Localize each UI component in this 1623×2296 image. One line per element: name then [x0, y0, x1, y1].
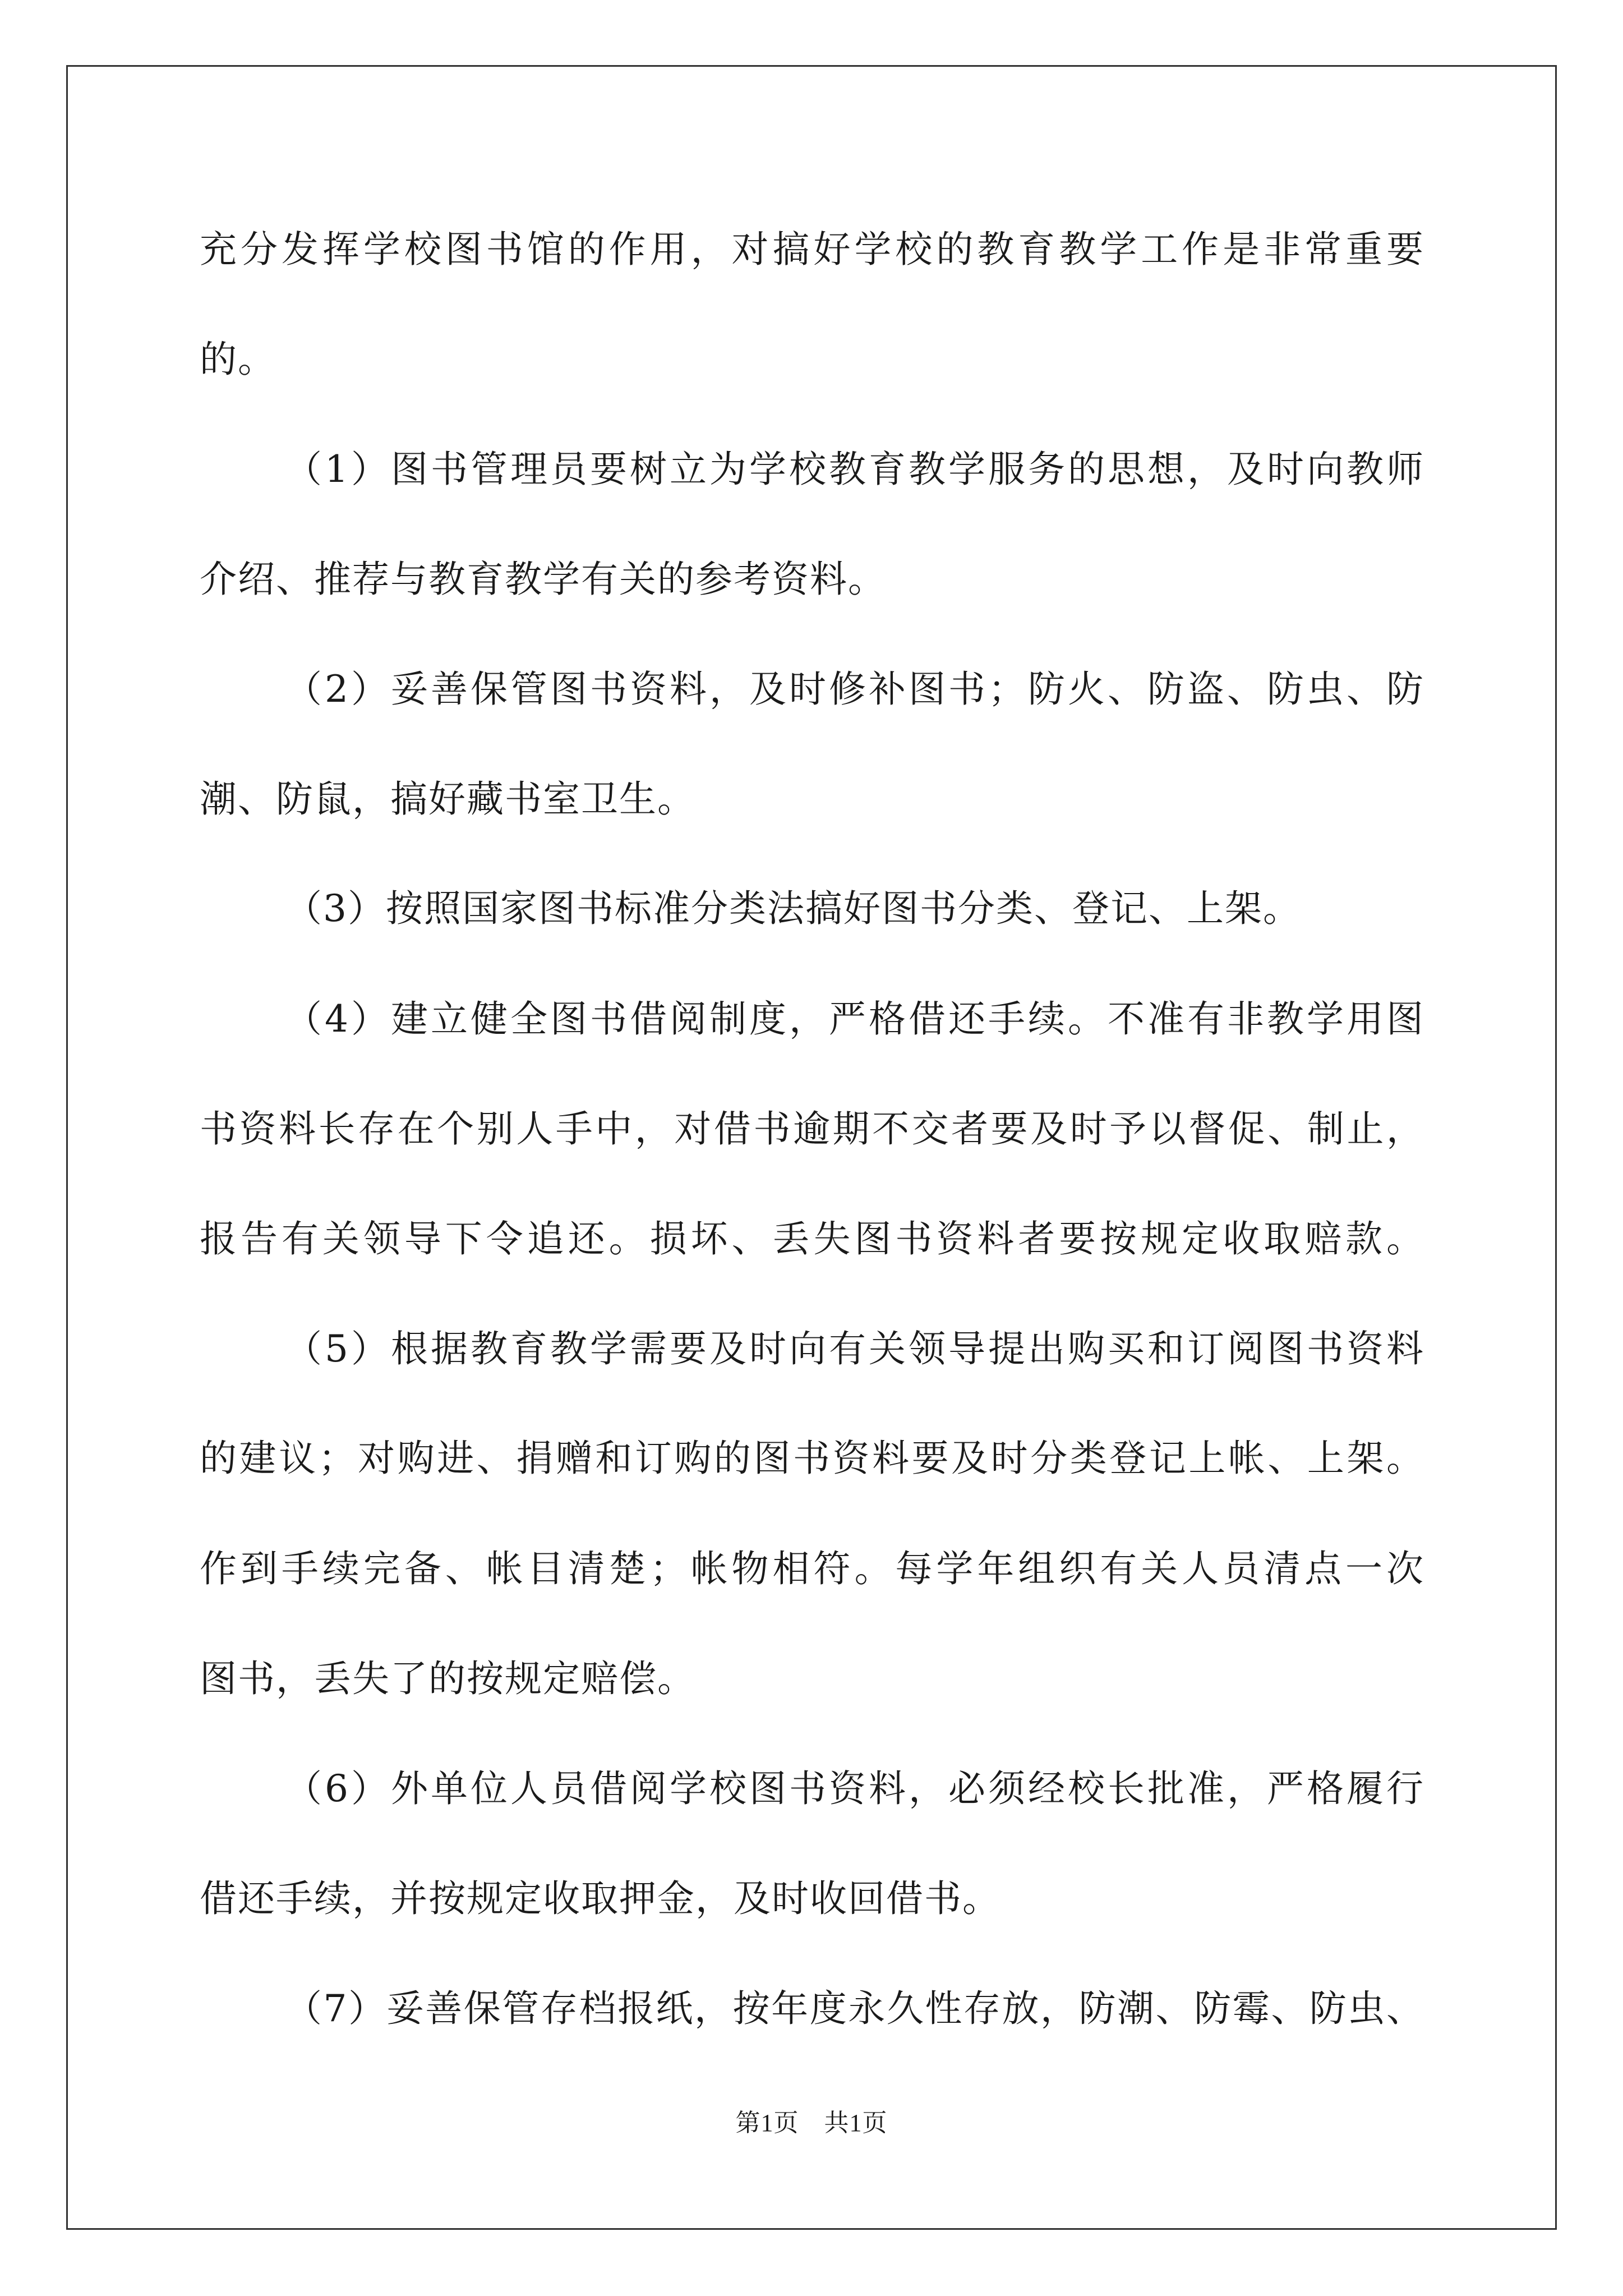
item-5-line-1: （5）根据教育教学需要及时向有关领导提出购买和订阅图书资料 [285, 1327, 1424, 1370]
item-1-line-1: （1）图书管理员要树立为学校教育教学服务的思想，及时向教师 [285, 448, 1424, 491]
item-6-line-2: 借还手续，并按规定收取押金，及时收回借书。 [200, 1877, 1000, 1920]
item-6-line-1: （6）外单位人员借阅学校图书资料，必须经校长批准，严格履行 [285, 1767, 1424, 1810]
item-3-line-1: （3）按照国家图书标准分类法搞好图书分类、登记、上架。 [285, 887, 1301, 930]
item-5-line-4: 图书，丢失了的按规定赔偿。 [200, 1657, 695, 1700]
text-line-1: 充分发挥学校图书馆的作用，对搞好学校的教育教学工作是非常重要 [200, 228, 1424, 271]
item-1-line-2: 介绍、推荐与教育教学有关的参考资料。 [200, 558, 886, 601]
item-2-line-1: （2）妥善保管图书资料，及时修补图书；防火、防盗、防虫、防 [285, 668, 1424, 711]
item-7-line-1: （7）妥善保管存档报纸，按年度永久性存放，防潮、防霉、防虫、 [285, 1987, 1424, 2030]
item-5-line-2: 的建议；对购进、捐赠和订购的图书资料要及时分类登记上帐、上架。 [200, 1437, 1424, 1480]
item-2-line-2: 潮、防鼠，搞好藏书室卫生。 [200, 777, 695, 821]
page-number: 第1页 共1页 [735, 2109, 888, 2137]
item-5-line-3: 作到手续完备、帐目清楚；帐物相符。每学年组织有关人员清点一次 [200, 1547, 1424, 1590]
text-line-2: 的。 [200, 338, 276, 381]
item-4-line-3: 报告有关领导下令追还。损坏、丢失图书资料者要按规定收取赔款。 [200, 1217, 1424, 1260]
item-4-line-2: 书资料长存在个别人手中，对借书逾期不交者要及时予以督促、制止， [200, 1107, 1424, 1151]
item-4-line-1: （4）建立健全图书借阅制度，严格借还手续。不准有非教学用图 [285, 997, 1424, 1041]
